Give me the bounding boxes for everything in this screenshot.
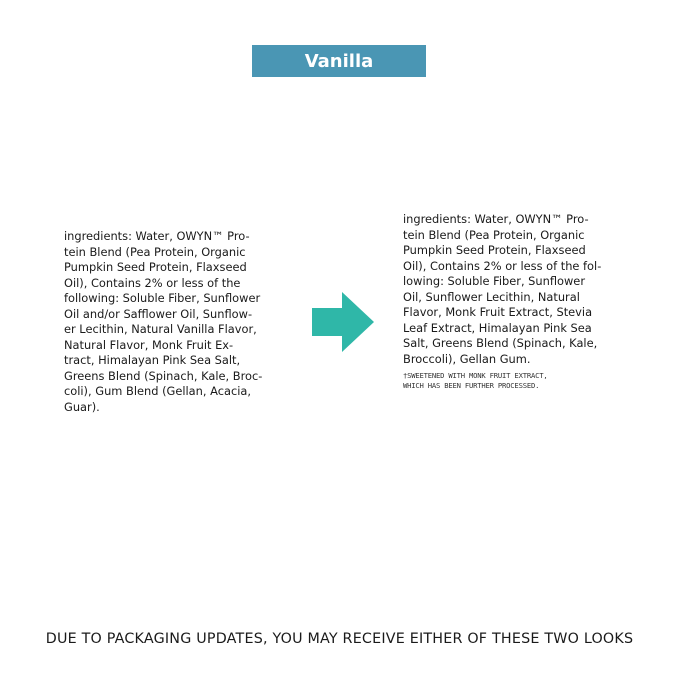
- new-ingredients-text: [403, 212, 633, 367]
- arrow-right-icon: [312, 292, 374, 352]
- old-ingredients-line: er Lecithin, Natural Vanilla Flavor,: [64, 322, 257, 336]
- new-ingredients-line: Broccoli), Gellan Gum.: [403, 351, 531, 366]
- new-ingredients-line: Oil, Sunflower Lecithin, Natural: [403, 289, 580, 304]
- old-ingredients-line: Oil and/or Safflower Oil, Sunflow-: [64, 306, 253, 321]
- new-ingredients-line: Flavor, Monk Fruit Extract, Stevia: [403, 305, 593, 319]
- flavor-badge: [252, 45, 426, 77]
- new-ingredients-line: Salt, Greens Blend (Spinach, Kale,: [403, 336, 598, 350]
- sweetener-footnote: [403, 371, 547, 391]
- new-ingredients-line: lowing: Soluble Fiber, Sunflower: [403, 274, 585, 288]
- new-ingredients-line: tein Blend (Pea Protein, Organic: [403, 227, 585, 242]
- old-ingredients-line: Natural Flavor, Monk Fruit Ex-: [64, 337, 234, 352]
- packaging-notice: DUE TO PACKAGING UPDATES, YOU MAY RECEIVE EITHER OF THESE TWO LOOKS: [45, 631, 634, 647]
- old-ingredients-line: coli), Gum Blend (Gellan, Acacia,: [64, 384, 251, 398]
- new-ingredients-line: Oil), Contains 2% or less of the fol-: [403, 258, 602, 273]
- footnote-line: WHICH HAS BEEN FURTHER PROCESSED.: [403, 381, 540, 390]
- new-ingredients-line: ingredients: Water, OWYN™ Pro-: [403, 212, 589, 226]
- new-ingredients-line: Leaf Extract, Himalayan Pink Sea: [403, 320, 592, 335]
- old-ingredients-line: Oil), Contains 2% or less of the: [64, 275, 241, 290]
- footnote-line: †SWEETENED WITH MONK FRUIT EXTRACT,: [403, 371, 548, 380]
- old-ingredients-line: following: Soluble Fiber, Sunflower: [64, 291, 261, 305]
- old-ingredients-line: tract, Himalayan Pink Sea Salt,: [64, 353, 241, 367]
- old-ingredients-line: ingredients: Water, OWYN™ Pro-: [64, 229, 250, 243]
- flavor-label: Vanilla: [304, 50, 374, 72]
- old-ingredients-line: Guar).: [64, 399, 100, 414]
- old-ingredients-text: [64, 229, 284, 415]
- old-ingredients-line: tein Blend (Pea Protein, Organic: [64, 244, 246, 259]
- old-ingredients-line: Pumpkin Seed Protein, Flaxseed: [64, 260, 247, 274]
- old-ingredients-line: Greens Blend (Spinach, Kale, Broc-: [64, 368, 263, 383]
- new-ingredients-line: Pumpkin Seed Protein, Flaxseed: [403, 243, 586, 257]
